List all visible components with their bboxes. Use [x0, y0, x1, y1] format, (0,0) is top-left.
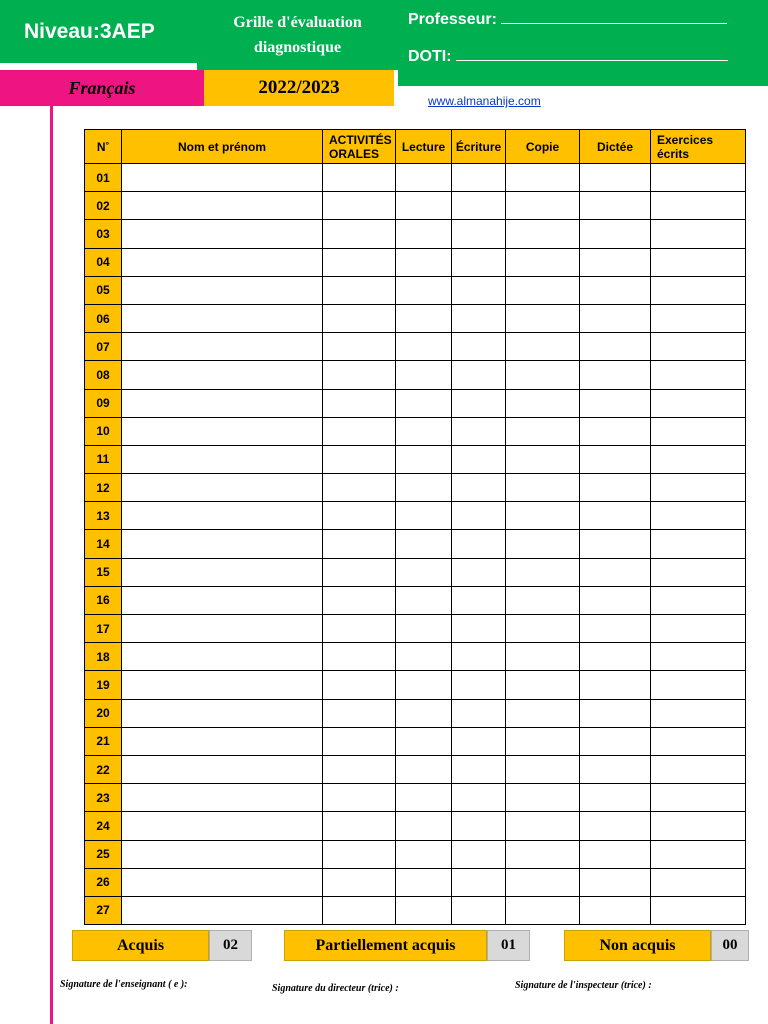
teacher-signature: Signature de l'enseignant ( e ):: [60, 979, 188, 990]
table-row: [85, 586, 746, 614]
ecriture-cell[interactable]: [452, 445, 506, 473]
exercices-cell[interactable]: [651, 643, 746, 671]
document-title: [197, 0, 398, 70]
row-number: 16: [85, 586, 122, 614]
exercices-cell[interactable]: [651, 840, 746, 868]
table-row: [85, 755, 746, 783]
oral-cell[interactable]: [323, 671, 396, 699]
oral-cell[interactable]: [323, 164, 396, 192]
copie-cell[interactable]: [506, 248, 580, 276]
lecture-cell[interactable]: [396, 474, 452, 502]
ecriture-cell[interactable]: [452, 361, 506, 389]
table-row: [85, 389, 746, 417]
dictee-cell[interactable]: [580, 276, 651, 304]
copie-cell[interactable]: [506, 840, 580, 868]
copie-cell[interactable]: [506, 784, 580, 812]
dictee-cell[interactable]: [580, 896, 651, 924]
ecriture-cell[interactable]: [452, 727, 506, 755]
row-number: 23: [85, 784, 122, 812]
dictee-cell[interactable]: [580, 530, 651, 558]
name-cell[interactable]: [122, 248, 323, 276]
ecriture-cell[interactable]: [452, 276, 506, 304]
partiel-box: [284, 930, 530, 961]
name-cell[interactable]: [122, 558, 323, 586]
ecriture-cell[interactable]: [452, 389, 506, 417]
ecriture-cell[interactable]: [452, 784, 506, 812]
oral-cell[interactable]: [323, 699, 396, 727]
copie-cell[interactable]: [506, 727, 580, 755]
lecture-cell[interactable]: [396, 615, 452, 643]
lecture-cell[interactable]: [396, 304, 452, 332]
lecture-cell[interactable]: [396, 558, 452, 586]
dictee-cell[interactable]: [580, 164, 651, 192]
acquis-value: 02: [209, 930, 252, 961]
exercices-cell[interactable]: [651, 755, 746, 783]
lecture-cell[interactable]: [396, 868, 452, 896]
exercices-cell[interactable]: [651, 896, 746, 924]
dictee-cell[interactable]: [580, 502, 651, 530]
oral-cell[interactable]: [323, 502, 396, 530]
oral-cell[interactable]: [323, 417, 396, 445]
oral-cell[interactable]: [323, 304, 396, 332]
table-row: [85, 671, 746, 699]
copie-cell[interactable]: [506, 361, 580, 389]
year-box: [204, 70, 394, 106]
dictee-cell[interactable]: [580, 699, 651, 727]
copie-cell[interactable]: [506, 445, 580, 473]
lecture-cell[interactable]: [396, 389, 452, 417]
copie-cell[interactable]: [506, 643, 580, 671]
exercices-cell[interactable]: [651, 558, 746, 586]
dictee-cell[interactable]: [580, 615, 651, 643]
copie-cell[interactable]: [506, 192, 580, 220]
oral-cell[interactable]: [323, 276, 396, 304]
ecriture-cell[interactable]: [452, 474, 506, 502]
acquis-box: [72, 930, 252, 961]
lecture-cell[interactable]: [396, 643, 452, 671]
row-number: 24: [85, 812, 122, 840]
lecture-cell[interactable]: [396, 333, 452, 361]
level-text: Niveau:3AEP: [24, 19, 155, 43]
oral-cell[interactable]: [323, 333, 396, 361]
dictee-cell[interactable]: [580, 417, 651, 445]
table-row: [85, 784, 746, 812]
dictee-cell[interactable]: [580, 812, 651, 840]
copie-cell[interactable]: [506, 164, 580, 192]
name-cell[interactable]: [122, 445, 323, 473]
oral-cell[interactable]: [323, 192, 396, 220]
title-line-1: Grille d'évaluation: [233, 14, 362, 31]
row-number: 12: [85, 474, 122, 502]
lecture-cell[interactable]: [396, 445, 452, 473]
oral-cell[interactable]: [323, 248, 396, 276]
copie-cell[interactable]: [506, 671, 580, 699]
ecriture-cell[interactable]: [452, 333, 506, 361]
ecriture-cell[interactable]: [452, 192, 506, 220]
row-number: 25: [85, 840, 122, 868]
table-row: [85, 699, 746, 727]
oral-cell[interactable]: [323, 840, 396, 868]
table-row: [85, 192, 746, 220]
table-row: [85, 220, 746, 248]
exercices-cell[interactable]: [651, 164, 746, 192]
dictee-cell[interactable]: [580, 784, 651, 812]
dictee-cell[interactable]: [580, 755, 651, 783]
name-cell[interactable]: [122, 784, 323, 812]
level-box: [0, 0, 197, 63]
col-exercices: Exercices écrits: [651, 130, 746, 164]
name-cell[interactable]: [122, 586, 323, 614]
copie-cell[interactable]: [506, 220, 580, 248]
exercices-cell[interactable]: [651, 784, 746, 812]
exercices-cell[interactable]: [651, 586, 746, 614]
copie-cell[interactable]: [506, 755, 580, 783]
exercices-cell[interactable]: [651, 445, 746, 473]
table-row: [85, 164, 746, 192]
dictee-cell[interactable]: [580, 558, 651, 586]
title-line-2: diagnostique: [253, 39, 342, 56]
table-row: [85, 502, 746, 530]
row-number: 04: [85, 248, 122, 276]
copie-cell[interactable]: [506, 615, 580, 643]
oral-cell[interactable]: [323, 586, 396, 614]
exercices-cell[interactable]: [651, 192, 746, 220]
dictee-cell[interactable]: [580, 220, 651, 248]
row-number: 26: [85, 868, 122, 896]
oral-cell[interactable]: [323, 868, 396, 896]
copie-cell[interactable]: [506, 304, 580, 332]
name-cell[interactable]: [122, 389, 323, 417]
lecture-cell[interactable]: [396, 586, 452, 614]
oral-cell[interactable]: [323, 389, 396, 417]
exercices-cell[interactable]: [651, 502, 746, 530]
row-number: 27: [85, 896, 122, 924]
lecture-cell[interactable]: [396, 530, 452, 558]
col-dictee: Dictée: [580, 130, 651, 164]
dictee-cell[interactable]: [580, 248, 651, 276]
dictee-cell[interactable]: [580, 192, 651, 220]
ecriture-cell[interactable]: [452, 220, 506, 248]
lecture-cell[interactable]: [396, 699, 452, 727]
evaluation-grid: [84, 129, 746, 925]
exercices-cell[interactable]: [651, 699, 746, 727]
lecture-cell[interactable]: [396, 248, 452, 276]
ecriture-cell[interactable]: [452, 896, 506, 924]
exercices-cell[interactable]: [651, 727, 746, 755]
name-cell[interactable]: [122, 164, 323, 192]
exercices-cell[interactable]: [651, 868, 746, 896]
dictee-cell[interactable]: [580, 389, 651, 417]
exercices-cell[interactable]: [651, 671, 746, 699]
exercices-cell[interactable]: [651, 474, 746, 502]
ecriture-cell[interactable]: [452, 558, 506, 586]
ecriture-cell[interactable]: [452, 417, 506, 445]
dictee-cell[interactable]: [580, 671, 651, 699]
oral-cell[interactable]: [323, 755, 396, 783]
copie-cell[interactable]: [506, 333, 580, 361]
name-cell[interactable]: [122, 417, 323, 445]
lecture-cell[interactable]: [396, 164, 452, 192]
ecriture-cell[interactable]: [452, 812, 506, 840]
copie-cell[interactable]: [506, 276, 580, 304]
row-number: 21: [85, 727, 122, 755]
acquis-label: Acquis: [72, 930, 209, 961]
row-number: 13: [85, 502, 122, 530]
row-number: 08: [85, 361, 122, 389]
name-cell[interactable]: [122, 361, 323, 389]
non-acquis-value: 00: [711, 930, 749, 961]
oral-cell[interactable]: [323, 474, 396, 502]
table-row: [85, 333, 746, 361]
row-number: 20: [85, 699, 122, 727]
ecriture-cell[interactable]: [452, 248, 506, 276]
website-link[interactable]: www.almanahije.com: [428, 94, 541, 108]
dictee-cell[interactable]: [580, 445, 651, 473]
exercices-cell[interactable]: [651, 615, 746, 643]
professor-box: [398, 0, 768, 86]
year-text: 2022/2023: [258, 77, 340, 98]
name-cell[interactable]: [122, 671, 323, 699]
ecriture-cell[interactable]: [452, 615, 506, 643]
non-acquis-box: [564, 930, 749, 961]
col-name: Nom et prénom: [122, 130, 323, 164]
col-ecriture: Écriture: [452, 130, 506, 164]
lecture-cell[interactable]: [396, 896, 452, 924]
ecriture-cell[interactable]: [452, 868, 506, 896]
dictee-cell[interactable]: [580, 333, 651, 361]
name-cell[interactable]: [122, 755, 323, 783]
table-row: [85, 474, 746, 502]
header-row: [85, 130, 746, 164]
partiel-value: 01: [487, 930, 530, 961]
copie-cell[interactable]: [506, 896, 580, 924]
name-cell[interactable]: [122, 699, 323, 727]
table-row: [85, 840, 746, 868]
exercices-cell[interactable]: [651, 220, 746, 248]
margin-line: [50, 106, 53, 1024]
col-oral: ACTIVITÉS ORALES: [323, 130, 396, 164]
ecriture-cell[interactable]: [452, 530, 506, 558]
name-cell[interactable]: [122, 530, 323, 558]
exercices-cell[interactable]: [651, 333, 746, 361]
professor-label: Professeur:: [408, 11, 497, 28]
row-number: 05: [85, 276, 122, 304]
name-cell[interactable]: [122, 333, 323, 361]
ecriture-cell[interactable]: [452, 586, 506, 614]
doti-label: DOTI:: [408, 48, 452, 65]
row-number: 01: [85, 164, 122, 192]
oral-cell[interactable]: [323, 727, 396, 755]
ecriture-cell[interactable]: [452, 699, 506, 727]
name-cell[interactable]: [122, 276, 323, 304]
doti-field: [408, 48, 728, 66]
exercices-cell[interactable]: [651, 812, 746, 840]
table-row: [85, 643, 746, 671]
col-lecture: Lecture: [396, 130, 452, 164]
table-row: [85, 417, 746, 445]
row-number: 15: [85, 558, 122, 586]
oral-cell[interactable]: [323, 530, 396, 558]
table-row: [85, 727, 746, 755]
table-row: [85, 868, 746, 896]
professor-fill-line: [501, 23, 727, 24]
ecriture-cell[interactable]: [452, 840, 506, 868]
non-acquis-label: Non acquis: [564, 930, 711, 961]
exercices-cell[interactable]: [651, 304, 746, 332]
table-row: [85, 615, 746, 643]
col-copie: Copie: [506, 130, 580, 164]
lecture-cell[interactable]: [396, 727, 452, 755]
dictee-cell[interactable]: [580, 840, 651, 868]
copie-cell[interactable]: [506, 530, 580, 558]
table-row: [85, 304, 746, 332]
row-number: 19: [85, 671, 122, 699]
row-number: 03: [85, 220, 122, 248]
partiel-label: Partiellement acquis: [284, 930, 487, 961]
row-number: 18: [85, 643, 122, 671]
row-number: 09: [85, 389, 122, 417]
name-cell[interactable]: [122, 474, 323, 502]
dictee-cell[interactable]: [580, 474, 651, 502]
oral-cell[interactable]: [323, 220, 396, 248]
name-cell[interactable]: [122, 192, 323, 220]
oral-cell[interactable]: [323, 361, 396, 389]
name-cell[interactable]: [122, 615, 323, 643]
dictee-cell[interactable]: [580, 868, 651, 896]
lecture-cell[interactable]: [396, 502, 452, 530]
subject-text: Français: [68, 77, 136, 98]
exercices-cell[interactable]: [651, 530, 746, 558]
doti-fill-line: [456, 60, 728, 61]
table-row: [85, 812, 746, 840]
col-num: N°: [85, 130, 122, 164]
exercices-cell[interactable]: [651, 248, 746, 276]
copie-cell[interactable]: [506, 417, 580, 445]
lecture-cell[interactable]: [396, 276, 452, 304]
lecture-cell[interactable]: [396, 417, 452, 445]
copie-cell[interactable]: [506, 474, 580, 502]
dictee-cell[interactable]: [580, 727, 651, 755]
row-number: 07: [85, 333, 122, 361]
row-number: 14: [85, 530, 122, 558]
dictee-cell[interactable]: [580, 304, 651, 332]
table-row: [85, 361, 746, 389]
director-signature: Signature du directeur (trice) :: [272, 983, 399, 994]
name-cell[interactable]: [122, 502, 323, 530]
table-row: [85, 558, 746, 586]
lecture-cell[interactable]: [396, 812, 452, 840]
copie-cell[interactable]: [506, 586, 580, 614]
oral-cell[interactable]: [323, 812, 396, 840]
name-cell[interactable]: [122, 220, 323, 248]
row-number: 22: [85, 755, 122, 783]
name-cell[interactable]: [122, 727, 323, 755]
ecriture-cell[interactable]: [452, 304, 506, 332]
name-cell[interactable]: [122, 812, 323, 840]
dictee-cell[interactable]: [580, 586, 651, 614]
name-cell[interactable]: [122, 868, 323, 896]
row-number: 02: [85, 192, 122, 220]
row-number: 10: [85, 417, 122, 445]
name-cell[interactable]: [122, 304, 323, 332]
name-cell[interactable]: [122, 840, 323, 868]
exercices-cell[interactable]: [651, 276, 746, 304]
lecture-cell[interactable]: [396, 192, 452, 220]
lecture-cell[interactable]: [396, 671, 452, 699]
lecture-cell[interactable]: [396, 361, 452, 389]
oral-cell[interactable]: [323, 784, 396, 812]
row-number: 06: [85, 304, 122, 332]
ecriture-cell[interactable]: [452, 164, 506, 192]
dictee-cell[interactable]: [580, 643, 651, 671]
oral-cell[interactable]: [323, 558, 396, 586]
row-number: 11: [85, 445, 122, 473]
exercices-cell[interactable]: [651, 361, 746, 389]
oral-cell[interactable]: [323, 615, 396, 643]
lecture-cell[interactable]: [396, 755, 452, 783]
professor-field: [408, 11, 727, 29]
copie-cell[interactable]: [506, 868, 580, 896]
ecriture-cell[interactable]: [452, 502, 506, 530]
name-cell[interactable]: [122, 643, 323, 671]
table-row: [85, 530, 746, 558]
exercices-cell[interactable]: [651, 389, 746, 417]
exercices-cell[interactable]: [651, 417, 746, 445]
ecriture-cell[interactable]: [452, 671, 506, 699]
copie-cell[interactable]: [506, 699, 580, 727]
copie-cell[interactable]: [506, 812, 580, 840]
grid-body: [85, 164, 746, 925]
oral-cell[interactable]: [323, 445, 396, 473]
dictee-cell[interactable]: [580, 361, 651, 389]
table-row: [85, 276, 746, 304]
row-number: 17: [85, 615, 122, 643]
oral-cell[interactable]: [323, 643, 396, 671]
oral-cell[interactable]: [323, 896, 396, 924]
copie-cell[interactable]: [506, 389, 580, 417]
inspector-signature: Signature de l'inspecteur (trice) :: [515, 980, 652, 991]
copie-cell[interactable]: [506, 502, 580, 530]
lecture-cell[interactable]: [396, 840, 452, 868]
table-row: [85, 896, 746, 924]
table-row: [85, 248, 746, 276]
name-cell[interactable]: [122, 896, 323, 924]
table-row: [85, 445, 746, 473]
ecriture-cell[interactable]: [452, 755, 506, 783]
copie-cell[interactable]: [506, 558, 580, 586]
lecture-cell[interactable]: [396, 784, 452, 812]
lecture-cell[interactable]: [396, 220, 452, 248]
subject-box: [0, 70, 204, 106]
ecriture-cell[interactable]: [452, 643, 506, 671]
